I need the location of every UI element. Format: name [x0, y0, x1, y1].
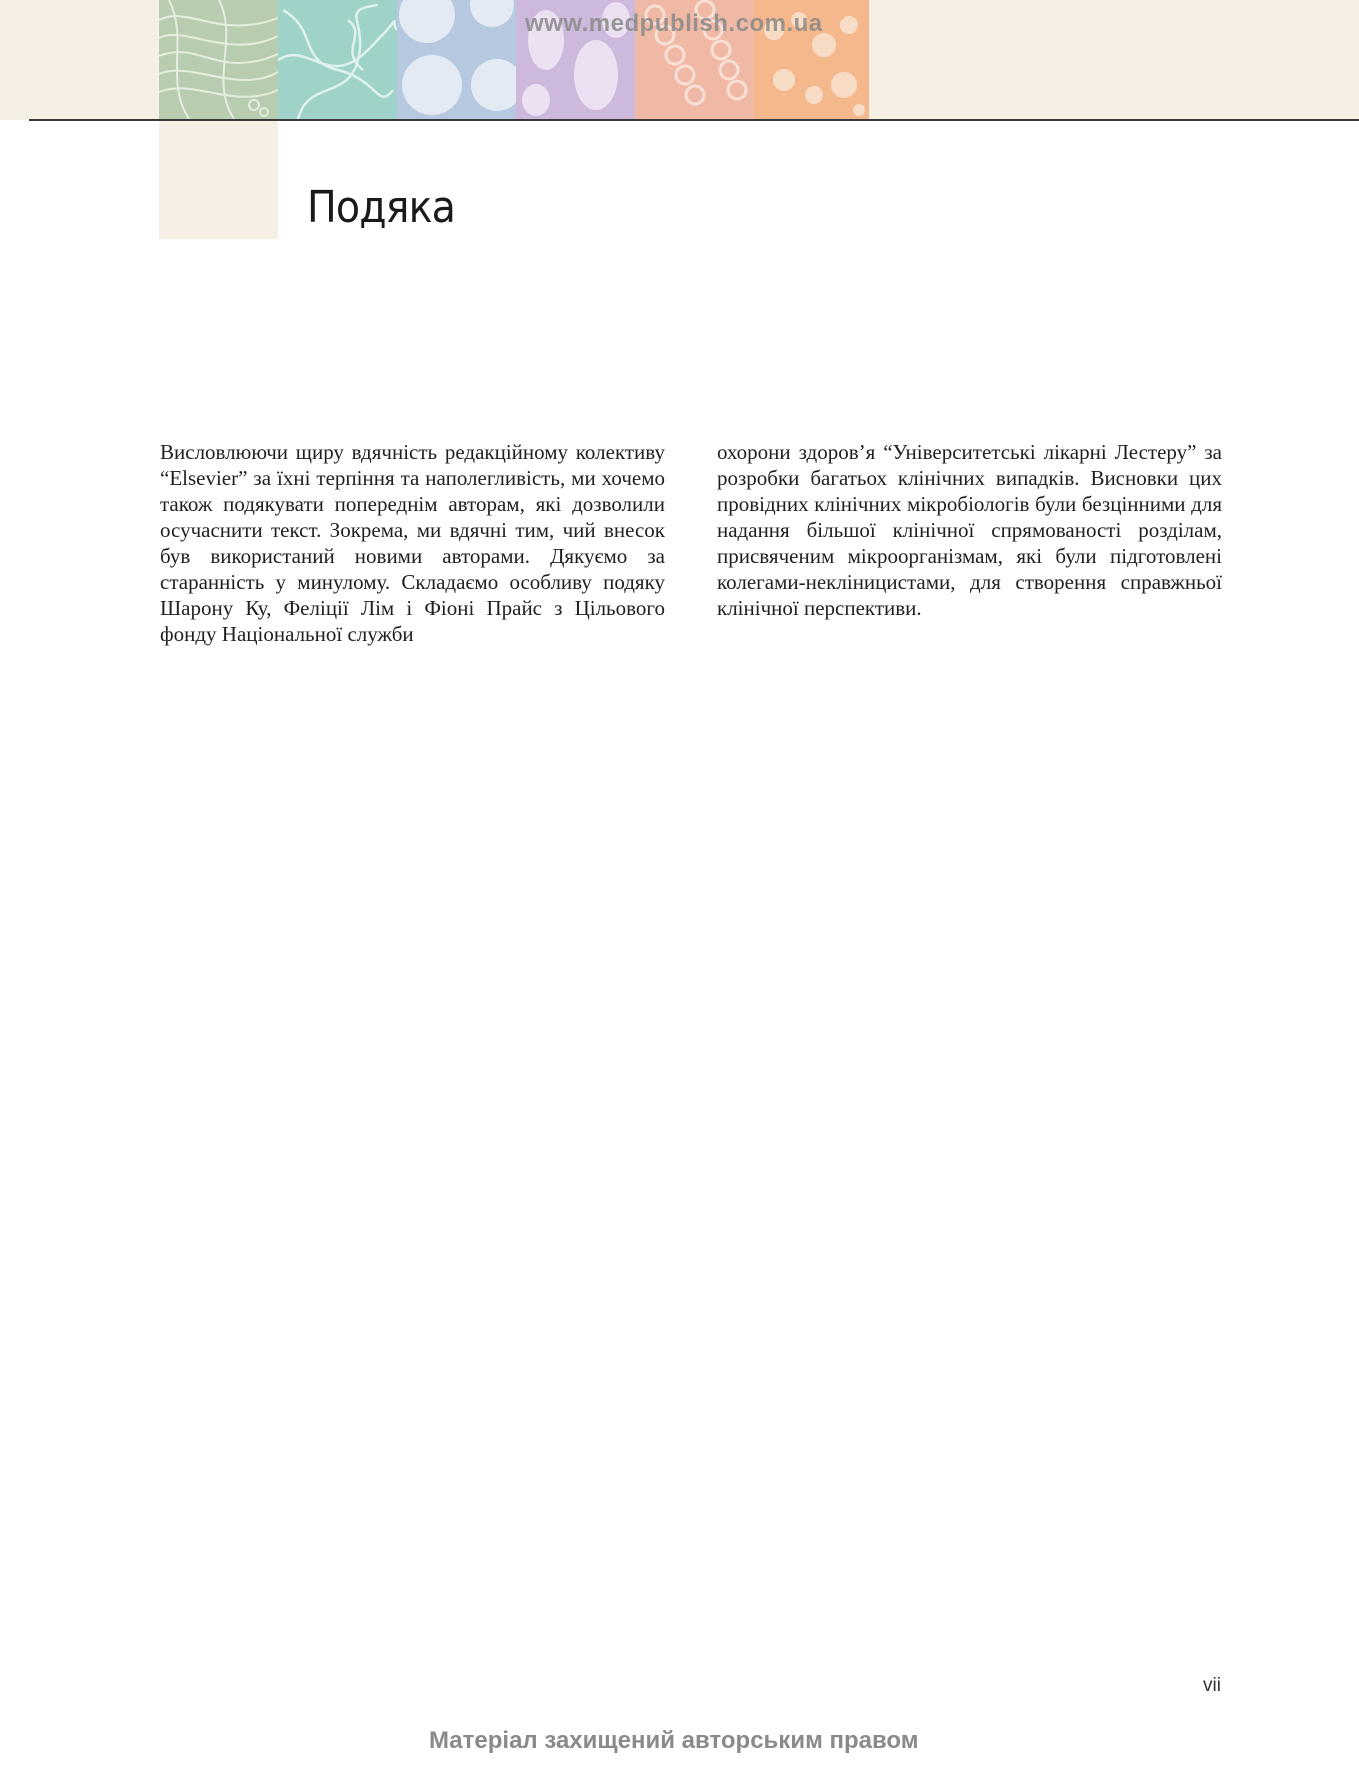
publisher-watermark: www.medpublish.com.ua [525, 10, 823, 37]
body-text-right-column: охорони здоров’я “Університетські лікарні Лестеру” за розробки багатьох клінічних випадків. Висновки цих провідних клінічних мікробіологів були безцінними для надання більшої клінічної спрямованості розділам, присвяченим мікроорганізмам, які були підготовлені колегами-некліницистами, для створення справжньої клінічної перспективи. [717, 440, 1222, 620]
blue-cells-texture-icon [397, 0, 516, 119]
page-number: vii [1203, 1675, 1221, 1696]
page-title: Подяка [307, 182, 455, 233]
copyright-watermark: Матеріал захищений авторським правом [429, 1727, 919, 1754]
heading-tab-decoration [159, 121, 278, 239]
body-text-left-column: Висловлюючи щиру вдячність редакційному колективу “Elsevier” за їхні терпіння та наполегливість, ми хочемо також подякувати попереднім авторам, які дозволили осучаснити текст. Зокрема, ми вдячні тим, чий внесок був використаний новими авторами. Дякуємо за старанність у минулому. Складаємо особливу подяку Шарону Ку, Феліції Лім і Фіоні Прайс з Цільового фонду Національної служби [160, 440, 665, 646]
teal-filaments-texture-icon [278, 0, 397, 119]
green-fibers-texture-icon [159, 0, 278, 119]
